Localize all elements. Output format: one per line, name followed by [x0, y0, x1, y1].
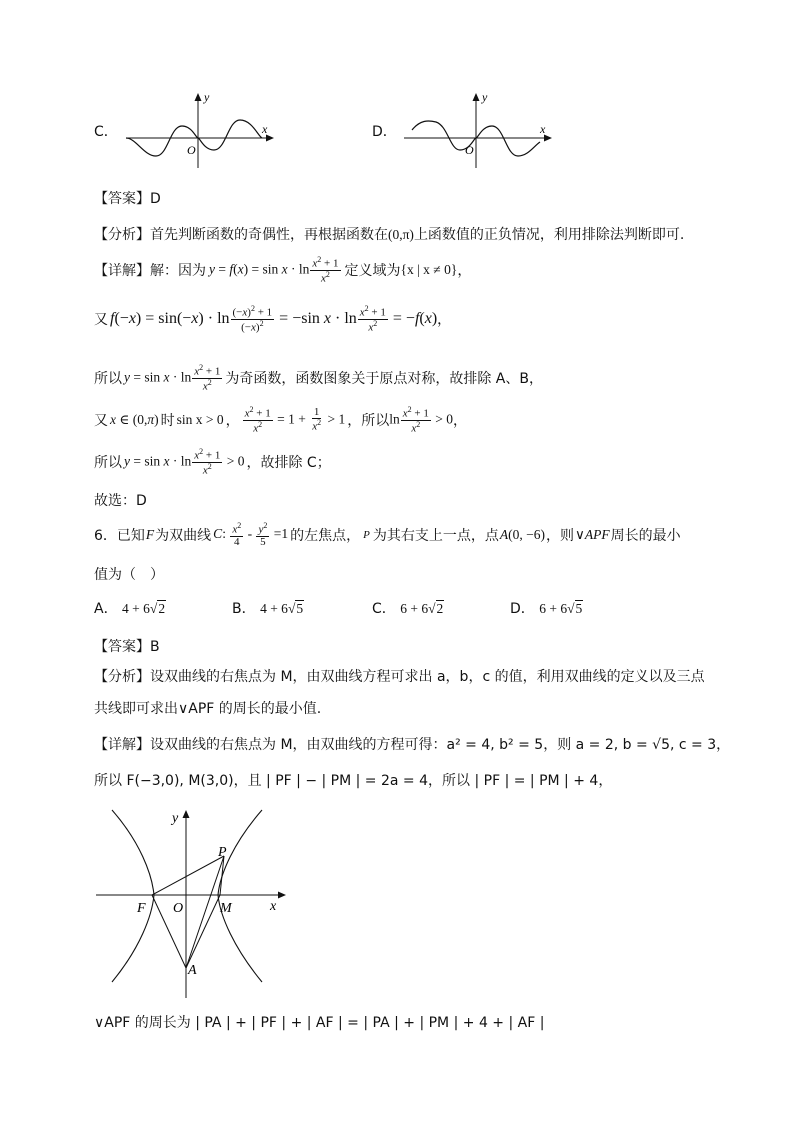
label-M: M: [220, 901, 232, 916]
q5-detail-line-1: 【详解】 解：因为 y = f(x) = sin x · ln $\frac{x^2 + 1}{x^2}$ 定义域为 {x | x ≠ 0} ，: [94, 255, 472, 285]
detail-tag: 【详解】: [94, 263, 150, 280]
label-O: O: [173, 901, 184, 916]
x-axis-arrow: [278, 892, 286, 899]
analysis-tag: 【分析】: [94, 669, 150, 685]
segment-AM: [186, 895, 220, 968]
answer-value: D: [150, 191, 161, 207]
label-P: P: [218, 845, 227, 860]
q5-detail-line-3: 所以 y = sin x · ln $\frac{x^2 + 1}{x^2}$ 为奇函数，函数图象关于原点对称，故排除 A、B，: [94, 363, 543, 393]
q6-stem-line-1: 6．已知 F 为双曲线 C: $\frac{x^2}{4}$ - $\frac{y^2}{5}$ =1 的左焦点， P 为其右支上一点，点 A(0, −6) ，则 ∨APF 周长的最小: [94, 521, 681, 548]
q5-detail-line-2: 又 f(−x) = sin(−x) · ln $\frac{(-x)^2 + 1}{(-x)^2}$ = −sin x · ln $\frac{x^2 + 1}{x^2}$ = −f(x) ，: [94, 304, 452, 334]
q6-final-line: ∨APF 的周长为 | PA | + | PF | + | AF | = | PA | + | PM | + 4 + | AF |: [94, 1015, 545, 1031]
hyperbola-figure: [92, 802, 302, 1000]
x-axis-label: x: [262, 122, 268, 136]
odd-check: f(−x) = sin(−x) · ln $\frac{(-x)^2 + 1}{(-x)^2}$ = −sin x · ln $\frac{x^2 + 1}{x^2}$ = −f(x): [110, 304, 438, 334]
q6-option-d: D． 6 + 6√5: [510, 601, 583, 617]
function-def: y = f(x) = sin x · ln $\frac{x^2 + 1}{x^2}$: [209, 255, 339, 285]
q5-detail-line-4: 又 x ∈ (0,π) 时 sin x > 0 ， $\frac{x^2 + 1}{x^2}$ = 1 + $\frac{1}{x^2}$ > 1 ，所以 ln $\frac{x^2 + 1}{x^2}$ > 0 ，: [94, 405, 467, 435]
y-axis-label: y: [482, 90, 488, 104]
hyperbola-left-branch: [112, 810, 154, 982]
analysis-tag: 【分析】: [94, 227, 150, 243]
segment-AP: [186, 856, 224, 968]
q5-analysis-line: 【分析】首先判断函数的奇偶性，再根据函数在(0,π)上函数值的正负情况，利用排除法判断即可.: [94, 227, 685, 243]
q5-choose: 故选：D: [94, 493, 147, 509]
interval: (0,π): [388, 227, 414, 242]
label-A: A: [188, 963, 197, 978]
x-axis-label: x: [540, 122, 546, 136]
q5-answer-line: [94, 188, 161, 208]
hyperbola-right-branch: [218, 810, 262, 982]
detail-tag: 【详解】: [94, 737, 150, 753]
y-axis-arrow: [473, 93, 480, 101]
q6-detail-line-2: 所以 F(−3,0), M(3,0)，且 | PF | − | PM | = 2a = 4，所以 | PF | = | PM | + 4，: [94, 773, 613, 789]
y-axis-arrow: [183, 810, 190, 818]
domain-set: {x | x ≠ 0}: [400, 262, 458, 278]
graph-option-d: [400, 88, 560, 170]
origin-label: O: [187, 143, 196, 157]
q5-detail-line-5: 所以 y = sin x · ln $\frac{x^2 + 1}{x^2}$ > 0 ，故排除 C；: [94, 447, 331, 477]
q6-option-a: A． 4 + 6√2: [94, 601, 166, 617]
q6-option-c: C． 6 + 6√2: [372, 601, 444, 617]
graph-option-c: [122, 88, 282, 170]
q6-analysis-line-1: 【分析】设双曲线的右焦点为 M，由双曲线方程可求出 a，b，c 的值，利用双曲线的定义以及三点: [94, 669, 705, 685]
q6-analysis-line-2: 共线即可求出∨APF 的周长的最小值.: [94, 701, 322, 717]
option-c-label: C．: [94, 124, 118, 140]
answer-tag: 【答案】: [94, 639, 150, 655]
label-F: F: [137, 901, 146, 916]
y-axis-label: y: [204, 90, 210, 104]
origin-label: O: [465, 143, 474, 157]
q6-detail-line-1: 【详解】设双曲线的右焦点为 M，由双曲线的方程可得：a² = 4, b² = 5，则 a = 2, b = √5, c = 3，: [94, 737, 731, 753]
label-x: x: [270, 899, 277, 914]
answer-tag: 【答案】: [94, 191, 150, 207]
option-d-label: D．: [372, 124, 397, 140]
answer-value: B: [150, 639, 160, 655]
q6-answer-line: [94, 636, 160, 656]
y-axis-arrow: [195, 93, 202, 101]
q6-option-b: B． 4 + 6√5: [232, 601, 304, 617]
q6-stem-line-2: 值为（ ）: [94, 567, 164, 583]
label-y: y: [172, 811, 179, 826]
